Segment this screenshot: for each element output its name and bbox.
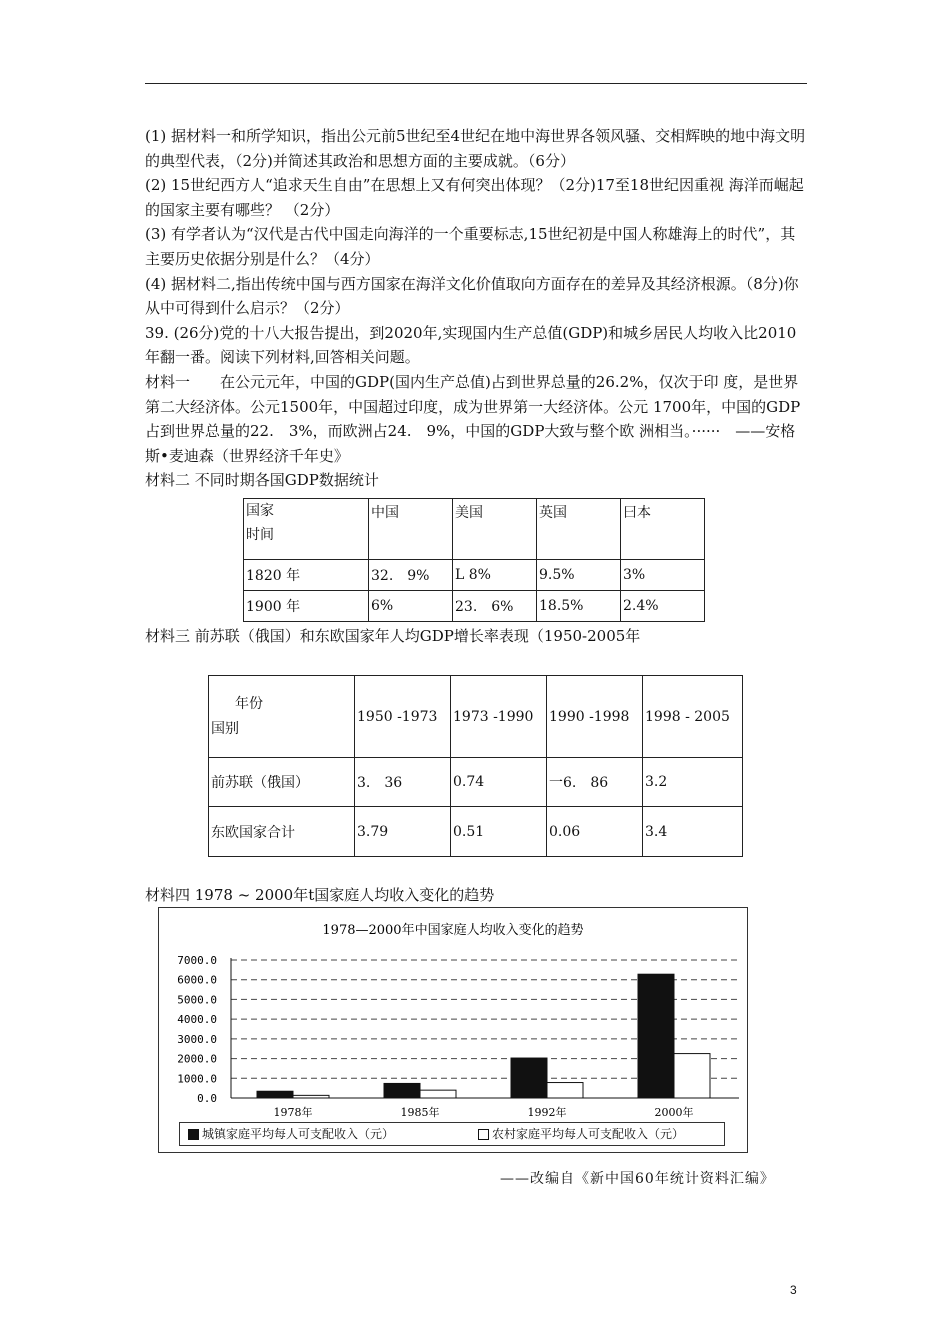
y-tick-label: 5000.0 [177,993,217,1007]
table-row [244,560,705,591]
legend-urban [188,1123,394,1145]
table-cell: 9.5% [537,560,621,591]
growth-table [208,675,743,857]
row-header: 1900 年 [244,591,369,622]
table-cell: L 8% [453,560,537,591]
gdp-table [243,498,705,622]
row-header: 1820 年 [244,560,369,591]
bar-urban [511,1058,547,1098]
y-tick-label: 3000.0 [177,1032,217,1046]
question-39-intro: 39. (26分)党的十八大报告提出，到2020年,实现国内生产总值(GDP)和城乡居民人均收入比2010年翻一番。阅读下列材料,回答相关问题。 [145,323,797,367]
corner-bottom-label: 国别 [211,720,239,737]
col-header: 英国 [537,499,621,560]
bar-rural [420,1090,456,1098]
income-chart-svg [159,908,747,1120]
material-4-caption: 材料四 1978 ~ 2000年t国家庭人均收入变化的趋势 [145,886,495,904]
income-chart [158,907,748,1153]
table-cell: 6% [369,591,453,622]
y-tick-label: 1000.0 [177,1072,217,1086]
table-cell: 3.4 [643,807,743,857]
corner-bottom-label: 时间 [246,527,274,543]
legend-rural [478,1123,684,1145]
table-cell: 32. 9% [369,560,453,591]
table-cell: 0.06 [547,807,643,857]
table-cell: 0.51 [451,807,547,857]
bar-urban [384,1083,420,1098]
bar-rural [547,1083,583,1098]
material-3-caption: 材料三 前苏联（俄国）和东欧国家年人均GDP增长率表现（1950-2005年 [145,627,641,645]
bar-urban [257,1091,293,1098]
growth-table-corner [209,676,355,758]
bar-rural [293,1095,329,1098]
question-4: (4) 据材料二,指出传统中国与西方国家在海洋文化价值取向方面存在的差异及其经济根源。（8分)你从中可得到什么启示？（2分） [145,274,799,318]
table-cell: 3.2 [643,758,743,807]
chart-legend [179,1122,725,1146]
table-cell: 2.4% [621,591,705,622]
table-cell: 3% [621,560,705,591]
y-tick-label: 4000.0 [177,1013,217,1027]
row-header: 东欧国家合计 [209,807,355,857]
col-header: 1990 -1998 [547,676,643,758]
corner-top-label: 年份 [235,695,263,712]
col-header: 1973 -1990 [451,676,547,758]
x-tick-label: 1985年 [400,1106,440,1119]
gdp-table-corner [244,499,369,560]
x-tick-label: 1992年 [527,1106,567,1119]
bar-urban [638,974,674,1098]
question-1: (1) 据材料一和所学知识，指出公元前5世纪至4世纪在地中海世界各领风骚、交相辉映的地中海文明的典型代表，（2分)并简述其政治和思想方面的主要成就。（6分） [145,127,806,170]
question-2: (2) 15世纪西方人“追求天生自由”在思想上又有何突出体现？（2分)17至18世纪因重视 海洋而崛起的国家主要有哪些？ （2分） [145,176,804,219]
x-tick-label: 1978年 [273,1106,313,1119]
row-header: 前苏联（俄国） [209,758,355,807]
question-block [145,124,810,493]
bar-rural [674,1054,710,1098]
y-tick-label: 6000.0 [177,973,217,987]
chart-title: 1978—2000年中国家庭人均收入变化的趋势 [322,923,584,938]
table-row [209,758,743,807]
col-header: 1998 - 2005 [643,676,743,758]
col-header: 1950 -1973 [355,676,451,758]
source-citation: ——改编自《新中国60年统计资料汇编》 [500,1171,775,1187]
table-cell: 一6. 86 [547,758,643,807]
table-cell: 0.74 [451,758,547,807]
legend-label-urban: 城镇家庭平均每人可支配收入（元） [202,1127,395,1141]
table-cell: 3. 36 [355,758,451,807]
y-tick-label: 0.0 [197,1092,217,1105]
col-header: 美国 [453,499,537,560]
legend-label-rural: 农村家庭平均每人可支配收入（元） [492,1127,685,1141]
page-number: 3 [790,1283,797,1297]
legend-swatch-urban [188,1129,199,1140]
y-tick-label: 7000.0 [177,954,217,967]
table-row [244,591,705,622]
question-3: (3) 有学者认为“汉代是古代中国走向海洋的一个重要标志,15世纪初是中国人称雄海上的时代”，其主要历史依据分别是什么？（4分） [145,225,796,268]
x-tick-label: 2000年 [654,1106,694,1119]
header-rule [145,83,807,84]
table-cell: 3.79 [355,807,451,857]
material-1: 材料一 在公元元年，中国的GDP(国内生产总值)占到世界总量的26.2%，仅次于印 度，是世界第二大经济体。公元1500年，中国超过印度，成为世界第一大经济体。公元 1700年，中国的GDP占到世界总量的22. 3%，而欧洲占24. 9%，中国的GDP大致与整个欧 洲相当。······ ——安格斯•麦迪森（世界经济千年史》 [145,372,801,465]
col-header: 中国 [369,499,453,560]
table-cell: 23. 6% [453,591,537,622]
table-cell: 18.5% [537,591,621,622]
corner-top-label: 国家 [246,503,274,519]
col-header: 曰本 [621,499,705,560]
table-row [209,807,743,857]
legend-swatch-rural [478,1129,489,1140]
y-tick-label: 2000.0 [177,1052,217,1066]
material-2-caption: 材料二 不同时期各国GDP数据统计 [145,471,379,490]
